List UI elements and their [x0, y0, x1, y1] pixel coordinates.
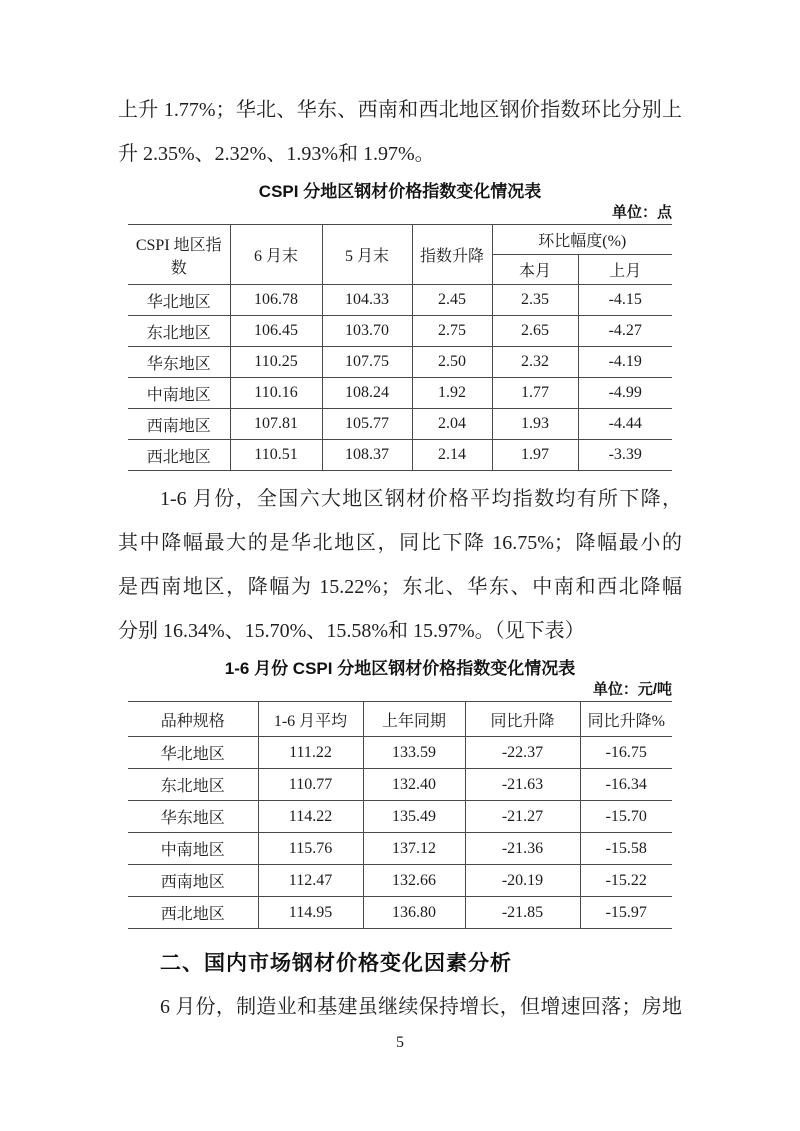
col-header-region: CSPI 地区指数: [128, 225, 230, 285]
table-cell: 西北地区: [128, 440, 230, 471]
paragraph-line: 上升 1.77%；华北、华东、西南和西北地区钢价指数环比分别上: [118, 99, 682, 121]
table-cell: 106.78: [230, 285, 322, 316]
table-cell: 1.93: [492, 409, 578, 440]
page-number: 5: [396, 1034, 404, 1051]
table2-title: 1-6 月份 CSPI 分地区钢材价格指数变化情况表: [224, 659, 576, 678]
table-cell: 137.12: [363, 833, 465, 865]
table-cell: -16.75: [580, 737, 672, 769]
table-cell: 114.95: [258, 897, 363, 929]
table-cell: 2.14: [412, 440, 492, 471]
table-cell: 107.75: [322, 347, 412, 378]
table-cell: 1.92: [412, 378, 492, 409]
table-row: [128, 833, 672, 865]
col-header-june: 6 月末: [230, 225, 322, 285]
table-cell: 136.80: [363, 897, 465, 929]
table-cell: -4.27: [578, 316, 672, 347]
table-cell: -3.39: [578, 440, 672, 471]
table-cell: 110.25: [230, 347, 322, 378]
table-cell: 103.70: [322, 316, 412, 347]
table-cell: -21.27: [465, 801, 580, 833]
table-cell: 2.65: [492, 316, 578, 347]
table-row: [128, 409, 672, 440]
table-cell: 华东地区: [128, 801, 258, 833]
table-row: [128, 440, 672, 471]
table-cell: -21.85: [465, 897, 580, 929]
table-cell: 112.47: [258, 865, 363, 897]
table-cell: 107.81: [230, 409, 322, 440]
table-row: [128, 285, 672, 316]
table-cell: 115.76: [258, 833, 363, 865]
table-cell: 2.45: [412, 285, 492, 316]
table-row: [128, 347, 672, 378]
table-row: [128, 378, 672, 409]
table-cell: -4.44: [578, 409, 672, 440]
regional-index-table: [128, 224, 672, 471]
paragraph-yearly-averages: [118, 477, 682, 653]
table-cell: 132.40: [363, 769, 465, 801]
paragraph-line: 1-6 月份，全国六大地区钢材价格平均指数均有所下降，: [160, 488, 682, 510]
col-header-this-month: 本月: [492, 255, 578, 285]
table-cell: 111.22: [258, 737, 363, 769]
table-cell: 105.77: [322, 409, 412, 440]
paragraph-mom-changes: [118, 88, 682, 176]
table-cell: 108.24: [322, 378, 412, 409]
table-cell: 133.59: [363, 737, 465, 769]
table1-title: CSPI 分地区钢材价格指数变化情况表: [258, 182, 542, 201]
table-cell: -16.34: [580, 769, 672, 801]
table-cell: 132.66: [363, 865, 465, 897]
table-cell: -21.36: [465, 833, 580, 865]
table-cell: 108.37: [322, 440, 412, 471]
paragraph-line: 6 月份，制造业和基建虽继续保持增长，但增速回落；房地: [160, 996, 682, 1018]
table-cell: 1.97: [492, 440, 578, 471]
table-row: [128, 865, 672, 897]
col-header-yoy-percent: 同比升降%: [580, 702, 672, 737]
table-cell: 华北地区: [128, 737, 258, 769]
table-cell: 华北地区: [128, 285, 230, 316]
table-header-row: [128, 702, 672, 737]
table-row: [128, 737, 672, 769]
table-cell: -21.63: [465, 769, 580, 801]
table-cell: 2.35: [492, 285, 578, 316]
table-cell: 110.77: [258, 769, 363, 801]
table-cell: -20.19: [465, 865, 580, 897]
table-cell: 西北地区: [128, 897, 258, 929]
table-cell: -15.58: [580, 833, 672, 865]
table-cell: 114.22: [258, 801, 363, 833]
table-row: [128, 897, 672, 929]
table2-unit-label: 单位：元/吨: [592, 681, 672, 698]
paragraph-line: 升 2.35%、2.32%、1.93%和 1.97%。: [118, 143, 435, 165]
table-cell: -4.15: [578, 285, 672, 316]
table-cell: 东北地区: [128, 316, 230, 347]
table-cell: 110.51: [230, 440, 322, 471]
col-header-last-year: 上年同期: [363, 702, 465, 737]
table-cell: 华东地区: [128, 347, 230, 378]
table-cell: 110.16: [230, 378, 322, 409]
table-cell: -15.22: [580, 865, 672, 897]
table-header-row: [128, 225, 672, 255]
table-row: [128, 769, 672, 801]
yearly-average-table: [128, 701, 672, 929]
table-cell: 2.32: [492, 347, 578, 378]
paragraph-line: 其中降幅最大的是华北地区，同比下降 16.75%；降幅最小的: [118, 532, 682, 554]
col-header-yoy-change: 同比升降: [465, 702, 580, 737]
paragraph-line: 分别 16.34%、15.70%、15.58%和 15.97%。（见下表）: [118, 620, 585, 642]
table-cell: 西南地区: [128, 409, 230, 440]
col-header-may: 5 月末: [322, 225, 412, 285]
table-cell: 中南地区: [128, 378, 230, 409]
table-cell: 2.50: [412, 347, 492, 378]
table-cell: -22.37: [465, 737, 580, 769]
table-cell: 西南地区: [128, 865, 258, 897]
col-header-last-month: 上月: [578, 255, 672, 285]
table-cell: -15.70: [580, 801, 672, 833]
table-cell: 东北地区: [128, 769, 258, 801]
table-cell: -4.19: [578, 347, 672, 378]
table-cell: -15.97: [580, 897, 672, 929]
table-row: [128, 316, 672, 347]
col-header-spec: 品种规格: [128, 702, 258, 737]
table-cell: 1.77: [492, 378, 578, 409]
col-header-avg: 1-6 月平均: [258, 702, 363, 737]
table-cell: 135.49: [363, 801, 465, 833]
section-heading-factors-analysis: 二、国内市场钢材价格变化因素分析: [160, 952, 512, 975]
col-header-mom-group: 环比幅度(%): [492, 225, 672, 255]
table-cell: 中南地区: [128, 833, 258, 865]
paragraph-factors-intro: [118, 985, 682, 1029]
col-header-index-change: 指数升降: [412, 225, 492, 285]
table-cell: 106.45: [230, 316, 322, 347]
table-row: [128, 801, 672, 833]
table-cell: 2.04: [412, 409, 492, 440]
table-cell: 2.75: [412, 316, 492, 347]
table-cell: 104.33: [322, 285, 412, 316]
paragraph-line: 是西南地区，降幅为 15.22%；东北、华东、中南和西北降幅: [118, 576, 682, 598]
table-cell: -4.99: [578, 378, 672, 409]
table1-unit-label: 单位：点: [611, 204, 672, 221]
